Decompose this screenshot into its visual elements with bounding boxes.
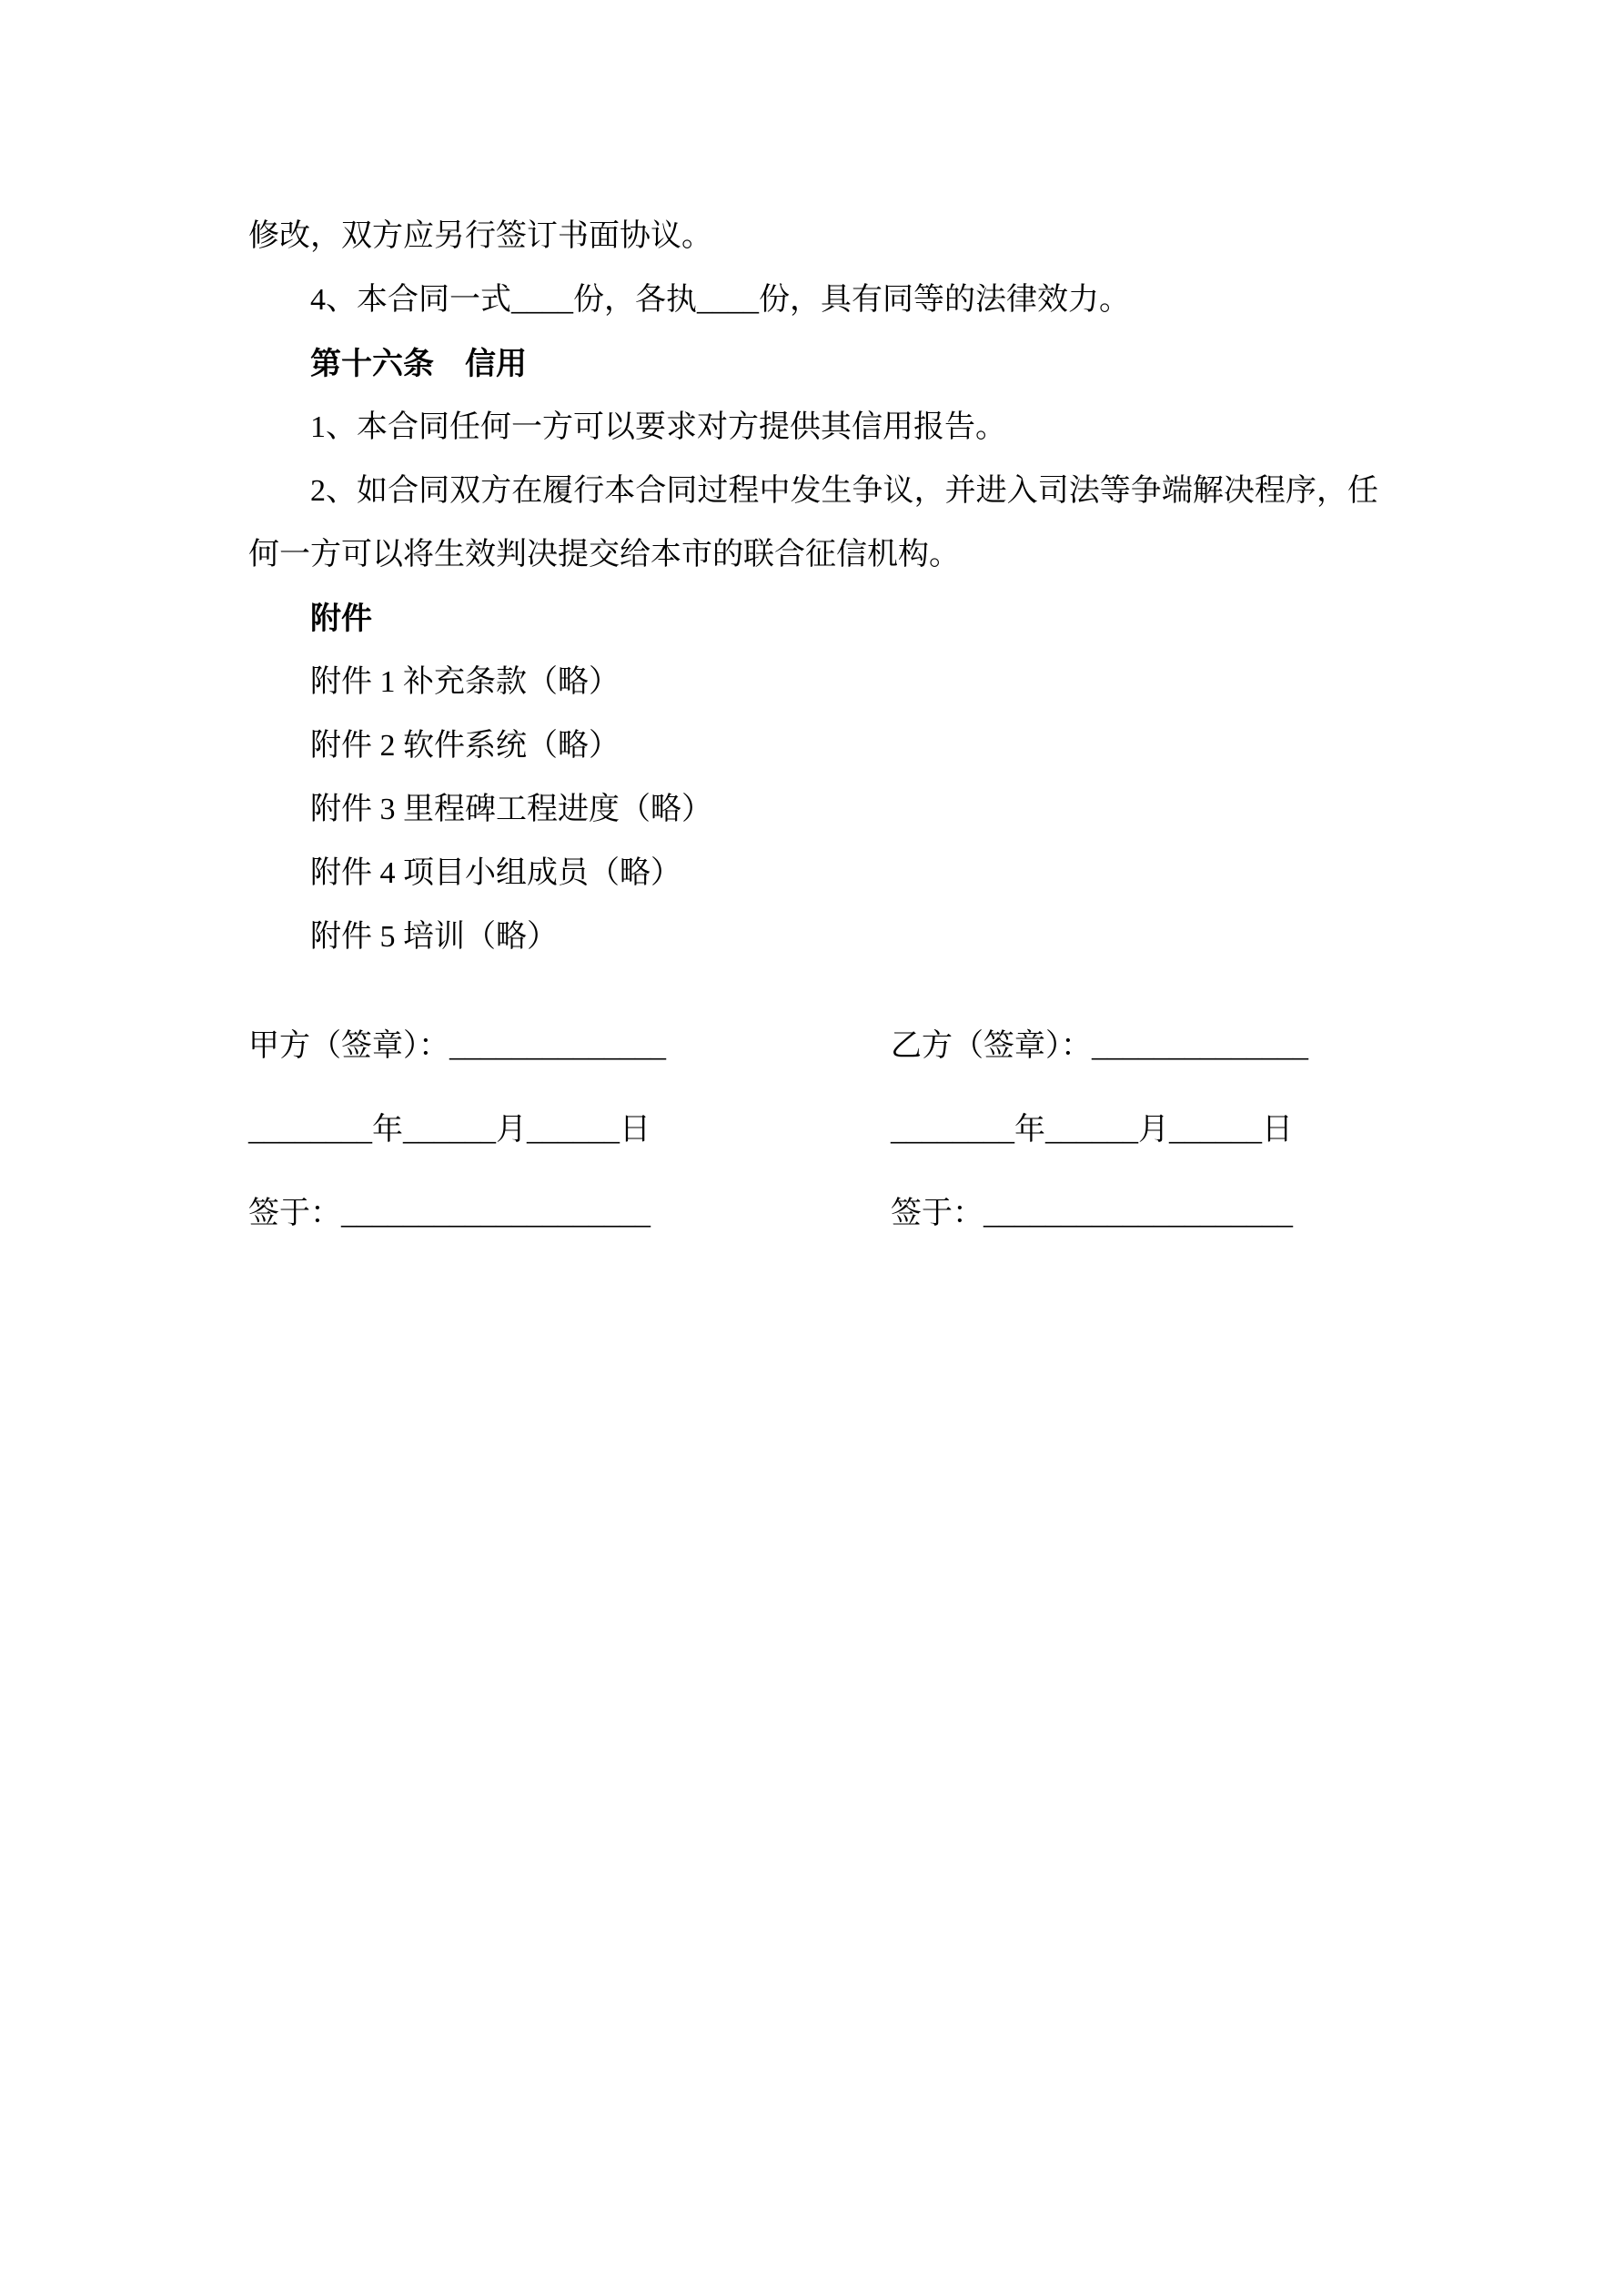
section-heading-article-16: 第十六条 信用	[310, 347, 527, 381]
party-b-signed-at-blank: ____________________	[983, 1197, 1293, 1230]
party-a-seal-blank: ______________	[449, 1029, 666, 1063]
attachment-item-4: 附件 4 项目小组成员（略）	[310, 856, 681, 890]
party-a-seal-line	[248, 1015, 891, 1078]
party-b-signed-at-label: 签于：	[891, 1197, 983, 1230]
party-b-date-line: ________年______月______日	[891, 1113, 1293, 1147]
party-a-date-line: ________年______月______日	[248, 1113, 651, 1147]
attachment-item-1: 附件 1 补充条款（略）	[310, 665, 620, 699]
clause-copies: 4、本合同一式____份，各执____份，具有同等的法律效力。	[310, 283, 1130, 317]
attachment-item-2: 附件 2 软件系统（略）	[310, 729, 620, 763]
paragraph-continuation: 修改，双方应另行签订书面协议。	[248, 219, 712, 253]
party-a-signed-at-line	[248, 1182, 891, 1246]
attachment-item-3: 附件 3 里程碑工程进度（略）	[310, 793, 712, 826]
clause-credit-2: 2、如合同双方在履行本合同过程中发生争议，并进入司法等争端解决程序，任何一方可以将生效判决提交给本市的联合征信机构。	[248, 474, 1378, 571]
attachment-item-5: 附件 5 培训（略）	[310, 920, 558, 954]
attachments-heading: 附件	[310, 602, 372, 636]
party-a-signed-at-blank: ____________________	[341, 1197, 651, 1230]
party-a-signature-column	[248, 1015, 891, 1246]
party-a-seal-label: 甲方（签章）：	[248, 1029, 449, 1063]
party-b-seal-line	[891, 1015, 1378, 1078]
party-b-seal-blank: ______________	[1092, 1029, 1308, 1063]
party-b-signature-column	[891, 1015, 1378, 1246]
signature-block	[248, 1015, 1378, 1246]
clause-credit-1: 1、本合同任何一方可以要求对方提供其信用报告。	[310, 410, 1006, 444]
party-b-signed-at-line	[891, 1182, 1378, 1246]
party-a-signed-at-label: 签于：	[248, 1197, 341, 1230]
party-b-seal-label: 乙方（签章）：	[891, 1029, 1092, 1063]
